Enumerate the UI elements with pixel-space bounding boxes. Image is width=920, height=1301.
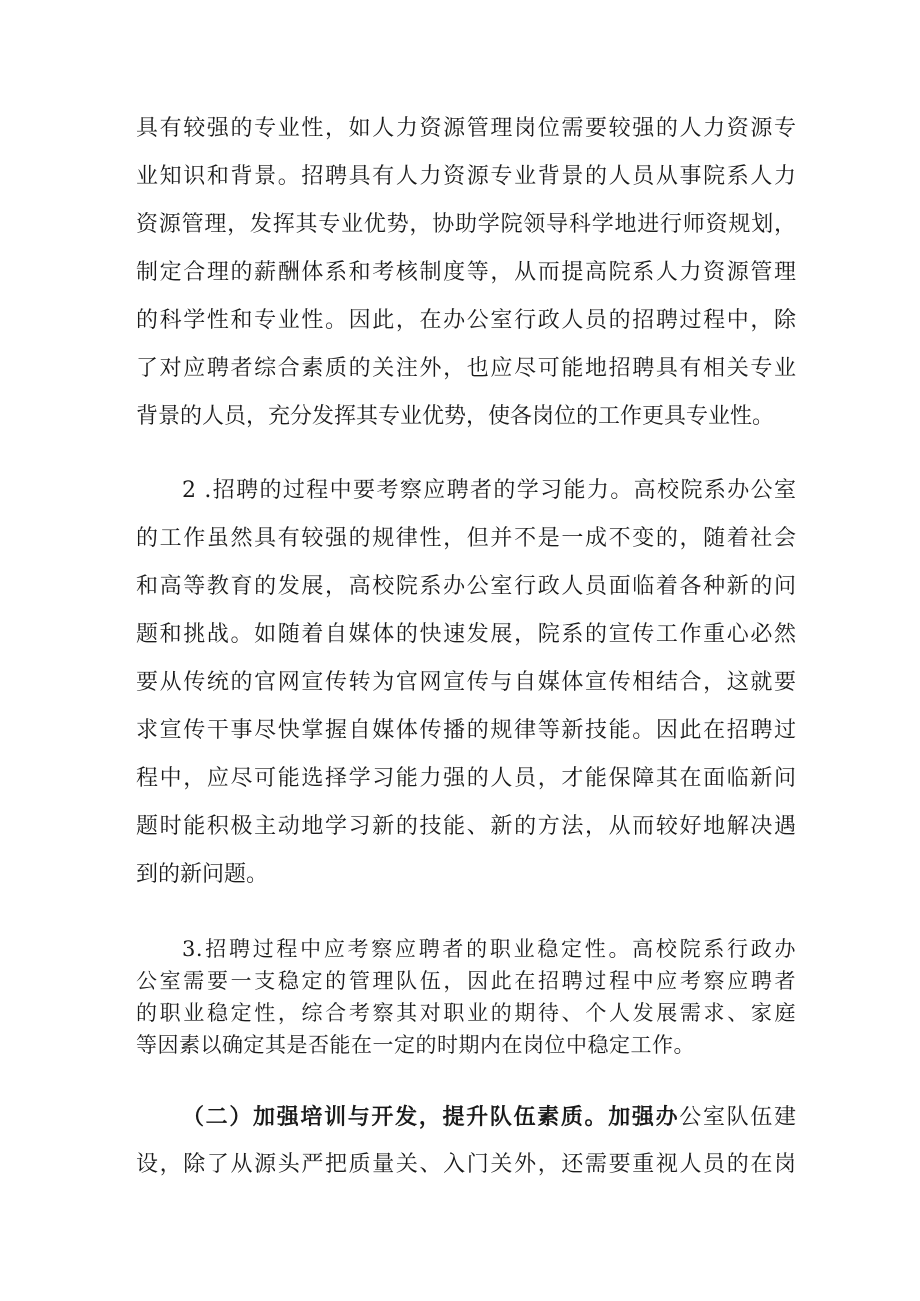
text-line: 求宣传干事尽快掌握自媒体传播的规律等新技能。因此在招聘过 xyxy=(136,718,796,743)
text-line: 到的新问题。 xyxy=(136,862,269,887)
text-line: 具有较强的专业性，如人力资源管理岗位需要较强的人力资源专 xyxy=(136,116,796,141)
text-line: 了对应聘者综合素质的关注外，也应尽可能地招聘具有相关专业 xyxy=(136,356,796,381)
text-line: 制定合理的薪酬体系和考核制度等，从而提高院系人力资源管理 xyxy=(136,260,796,285)
text-line: 的工作虽然具有较强的规律性，但并不是一成不变的，随着社会 xyxy=(136,526,796,551)
text-line: 设，除了从源头严把质量关、入门关外，还需要重视人员的在岗 xyxy=(136,1152,796,1177)
text-line: 背景的人员，充分发挥其专业优势，使各岗位的工作更具专业性。 xyxy=(136,404,775,429)
text-fragment: 公室队伍建 xyxy=(679,1105,796,1130)
text-line: 等因素以确定其是否能在一定的时期内在岗位中稳定工作。 xyxy=(136,1033,695,1057)
text-line: 3.招聘过程中应考察应聘者的职业稳定性。高校院系行政办 xyxy=(182,937,796,961)
text-line: 题和挑战。如随着自媒体的快速发展，院系的宣传工作重心必然 xyxy=(136,622,796,647)
text-line xyxy=(182,1102,796,1133)
text-line: 2 .招聘的过程中要考察应聘者的学习能力。高校院系办公室 xyxy=(182,478,796,503)
text-line: 业知识和背景。招聘具有人力资源专业背景的人员从事院系人力 xyxy=(136,164,796,189)
text-line: 程中，应尽可能选择学习能力强的人员，才能保障其在面临新问 xyxy=(136,766,796,791)
text-line: 公室需要一支稳定的管理队伍，因此在招聘过程中应考察应聘者 xyxy=(136,969,796,993)
text-line: 的科学性和专业性。因此，在办公室行政人员的招聘过程中，除 xyxy=(136,308,796,333)
text-line: 题时能积极主动地学习新的技能、新的方法，从而较好地解决遇 xyxy=(136,814,796,839)
text-line: 要从传统的官网宣传转为官网宣传与自媒体宣传相结合，这就要 xyxy=(136,670,796,695)
text-line: 的职业稳定性，综合考察其对职业的期待、个人发展需求、家庭 xyxy=(136,1001,796,1025)
section-heading: （二）加强培训与开发，提升队伍素质。加强办 xyxy=(182,1104,680,1130)
text-line: 和高等教育的发展，高校院系办公室行政人员面临着各种新的问 xyxy=(136,574,796,599)
text-line: 资源管理，发挥其专业优势，协助学院领导科学地进行师资规划， xyxy=(136,212,796,237)
